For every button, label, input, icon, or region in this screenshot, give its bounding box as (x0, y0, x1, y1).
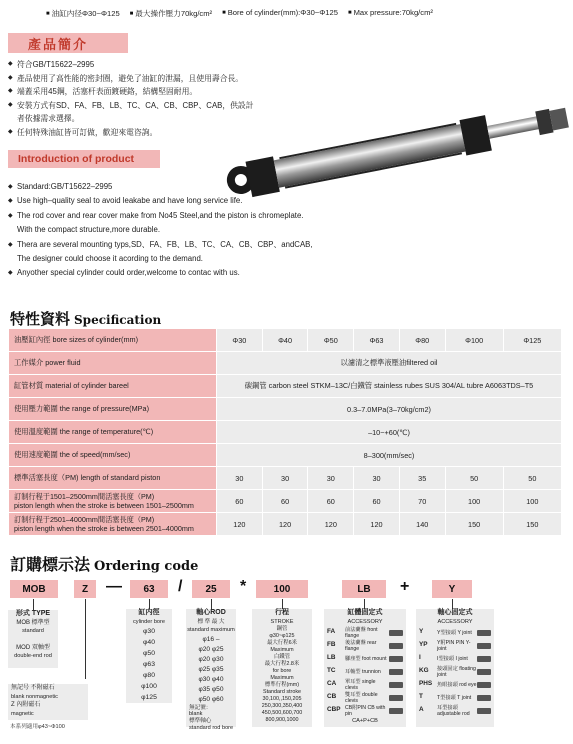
joint-icon (477, 682, 491, 688)
joint-icon (477, 656, 491, 662)
list-item: ◆ 端蓋采用45鋼，活塞杆表面鍍硬鉻，結構堅固耐用。 (8, 85, 288, 99)
intro-cn-title: 產品簡介 (8, 33, 128, 53)
ordering-title (10, 552, 198, 575)
accessory-code: FB (327, 641, 336, 649)
spec-table (8, 328, 562, 536)
row-label (9, 490, 217, 513)
code-separator: — (106, 578, 122, 595)
row-label: 油壓缸內徑 bore sizes of cylinder(mm) (9, 329, 217, 352)
panel-heading: 缸内徑 (138, 609, 160, 616)
ordering-title-cn: 訂購標示法 (10, 555, 91, 574)
panel-line: double-end rod (14, 653, 52, 660)
panel-heading: 軸心ROD (196, 609, 226, 616)
list-item: φ30 φ40 (198, 675, 224, 683)
joint-icon (477, 643, 491, 649)
accessory-desc: I型接頭 I joint (437, 655, 468, 662)
panel-line: 無記號： (189, 704, 212, 711)
list-item: With the compact structure,more durable. (17, 225, 161, 235)
spec-title-cn: 特性資料 (10, 310, 71, 328)
panel-line: Maximum (270, 647, 294, 654)
table-cell: 35 (399, 467, 445, 490)
row-label: 使用溫度範圍 the range of temperature(℃) (9, 421, 217, 444)
row-label: 使用壓力範圍 the range of pressure(MPa) (9, 398, 217, 421)
strip-item: ■ Max pressure:70kg/cm² (348, 8, 433, 19)
table-cell: Φ50 (308, 329, 354, 352)
list-item: ◆ 任何特殊油缸皆可訂做，歡迎來電咨詢。 (8, 126, 288, 140)
table-cell: 150 (445, 513, 503, 536)
row-label-line: 訂制行程于1501–2500mm間活塞長度（PM) (14, 492, 155, 501)
strip-item: ■ Bore of cylinder(mm):Φ30~Φ125 (222, 8, 338, 19)
accessory-row (419, 678, 491, 691)
accessory-desc: 耳型接頭 adjustable rod (437, 704, 470, 717)
table-cell: Φ100 (445, 329, 503, 352)
accessory-desc: 雙耳型 double clevis (345, 691, 378, 704)
panel-line: φ30~φ125 (269, 633, 295, 640)
panel-heading: 缸體固定式 (347, 609, 383, 616)
stroke-panel (252, 609, 312, 727)
code-type: MOB (10, 580, 58, 598)
row-label (9, 513, 217, 536)
list-item: φ20 φ25 (198, 645, 224, 653)
table-cell: 150 (503, 513, 561, 536)
accessory-footnote: CA+P+CB (352, 718, 378, 725)
accessory-desc: CB附PIN CB with pin (345, 704, 386, 717)
mount-icon (389, 643, 403, 649)
accessory-code: I (419, 654, 421, 662)
table-cell: 120 (217, 513, 263, 536)
table-cell: 以濾清之標準液壓油filtered oil (217, 352, 562, 375)
list-item: ◆ Anyother special cylinder could order,welcome to contac with us. (8, 266, 428, 280)
accessory-panel (324, 609, 406, 727)
table-cell: 60 (308, 490, 354, 513)
panel-line: 無記号 不附磁石 (11, 685, 55, 691)
panel-sub: standard maximum (187, 627, 235, 634)
panel-line: MOD 双軸型 (16, 644, 50, 651)
list-item: ◆ Use high–quality seal to avoid leakabe and have long service life. (8, 194, 428, 208)
accessory-code: CA (327, 680, 337, 688)
panel-heading: 形式 TYPE (15, 610, 51, 617)
accessory-row (327, 678, 403, 691)
panel-sub: cylinder bore (132, 618, 166, 625)
feature-strip (46, 8, 433, 19)
table-cell: Φ80 (399, 329, 445, 352)
connector-line (85, 599, 86, 679)
accessory-code: YP (419, 641, 428, 649)
mount-icon (389, 708, 403, 714)
accessory-desc: 腳座型 foot mount (345, 655, 387, 662)
panel-line: Z 內附磁石 (11, 702, 41, 709)
table-row (9, 398, 562, 421)
ordering-title-en: Ordering code (94, 559, 199, 574)
table-cell: 100 (445, 490, 503, 513)
panel-line: 鋼管 (276, 626, 288, 633)
intro-en-title: Introduction of product (8, 150, 160, 168)
list-item: The designer could choose it acording to the demand. (17, 254, 203, 264)
bore-panel (126, 609, 172, 703)
panel-line: blank (189, 711, 203, 718)
row-label: 標準活塞長度（PM) length of standard piston (9, 467, 217, 490)
accessory-row (327, 652, 403, 665)
list-item: ◆ Standard:GB/T15622–2995 (8, 180, 428, 194)
accessory-row (419, 626, 491, 639)
list-item: φ20 φ30 (198, 655, 224, 663)
list-item: φ25 φ35 (198, 665, 224, 673)
panel-line: 標準軸心 (189, 717, 212, 724)
panel-line: 最大行程6米 (267, 640, 297, 647)
panel-line: 標準行程(mm) (264, 682, 300, 689)
table-row (9, 444, 562, 467)
table-cell: Φ30 (217, 329, 263, 352)
top-strip (0, 0, 573, 24)
table-cell: 120 (262, 513, 308, 536)
accessory-desc: 前法蘭盤 front flange (345, 626, 378, 639)
accessory-code: CB (327, 693, 337, 701)
code-rod: 25 (192, 580, 230, 598)
connector-line (33, 599, 34, 610)
connector-line (149, 599, 150, 609)
joint-icon (477, 708, 491, 714)
panel-sub: ACCESSORY (437, 618, 473, 625)
panel-line: for bore (272, 668, 292, 675)
list-item: 者依據需求選擇。 (17, 114, 80, 123)
table-cell: 120 (308, 513, 354, 536)
accessory-code: LB (327, 654, 336, 662)
accessory-code: TC (327, 667, 336, 675)
list-item: φ100 (141, 683, 157, 691)
accessory-code: CBP (327, 706, 341, 714)
table-cell: 0.3–7.0MPa(3–70kg/cm2) (217, 398, 562, 421)
accessory-row (419, 639, 491, 652)
table-row (9, 352, 562, 375)
table-row (9, 490, 562, 513)
spec-title-en: Specification (74, 313, 162, 327)
table-cell: 100 (503, 490, 561, 513)
table-cell: Φ40 (262, 329, 308, 352)
ordering-code-row (8, 580, 568, 600)
accessory-row (327, 704, 403, 717)
mount-icon (389, 630, 403, 636)
accessory-row (327, 639, 403, 652)
list-item: ◆ Thera are several mounting typs,SD、FA、FB、LB、TC、CA、CB、CBP、andCAB, (8, 238, 428, 252)
row-label-line: 訂制行程于2501–4000mm間活塞長度（PM) (14, 515, 155, 524)
connector-line (452, 599, 453, 609)
list-item: φ80 (143, 672, 155, 680)
table-cell: 8–300(mm/sec) (217, 444, 562, 467)
accessory-code: KG (419, 667, 429, 675)
table-cell: 50 (503, 467, 561, 490)
panel-sub: ACCESSORY (347, 618, 383, 625)
accessory-code: PHS (419, 680, 433, 688)
table-cell: 60 (262, 490, 308, 513)
table-cell: Φ63 (354, 329, 400, 352)
spec-title (10, 308, 161, 329)
magnet-note: 本系列適用φ43~Φ100 (10, 724, 65, 730)
code-separator: / (178, 578, 183, 595)
table-row (9, 513, 562, 536)
table-cell: 70 (399, 490, 445, 513)
accessory-row (327, 691, 403, 704)
list-item: φ125 (141, 694, 157, 702)
table-cell: 60 (354, 490, 400, 513)
rod-panel (186, 609, 236, 731)
row-label: 工作媒介 power fluid (9, 352, 217, 375)
panel-line: 30,100,,150,205 (262, 696, 302, 703)
accessory-row (327, 626, 403, 639)
code-accessory: LB (342, 580, 386, 598)
row-label-line: piston length when the stroke is between 1501–2500mm (14, 501, 194, 510)
mount-icon (389, 682, 403, 688)
accessory-row (419, 665, 491, 678)
bore-list (126, 626, 172, 703)
list-item: ◆ 產品使用了高性能的密封圈，避免了油缸的泄漏，且使用壽合長。 (8, 72, 288, 86)
accessory-row (419, 652, 491, 665)
table-cell: 120 (354, 513, 400, 536)
panel-line: MOB 標準型 (16, 619, 50, 626)
type-panel (8, 610, 58, 668)
accessory-desc: 後法蘭盤 rear flange (345, 639, 377, 652)
code-rod-accessory: Y (432, 580, 472, 598)
table-cell: 30 (262, 467, 308, 490)
joint-icon (477, 630, 491, 636)
connector-line (211, 599, 212, 609)
accessory-code: A (419, 706, 424, 714)
list-item: ◆ 安裝方式有SD、FA、FB、LB、TC、CA、CB、CBP、CAB，供設計 (8, 99, 288, 113)
list-item: φ40 (143, 639, 155, 647)
joint-icon (477, 695, 491, 701)
rod-accessory-panel (416, 609, 494, 727)
mount-icon (389, 695, 403, 701)
table-cell: 60 (217, 490, 263, 513)
row-label-line: piston length when the stroke is between 2501–4000mm (14, 524, 194, 533)
accessory-desc: T型接頭 T joint (437, 694, 472, 701)
panel-sub: 標 準 最 大 (197, 618, 225, 625)
intro-en-list (8, 180, 428, 281)
accessory-desc: Y型接頭 Y joint (437, 629, 472, 636)
row-label: 缸管材質 material of cylinder bareel (9, 375, 217, 398)
list-item: ◆ The rod cover and rear cover make from No45 Steel,and the piston is chromeplate. (8, 209, 428, 223)
table-cell: 50 (445, 467, 503, 490)
code-stroke: 100 (256, 580, 308, 598)
panel-line: blank nonmagnetic (11, 693, 58, 700)
accessory-row (419, 704, 491, 717)
panel-sub: STROKE (270, 618, 294, 625)
rod-list (186, 635, 236, 705)
list-item: φ35 φ50 (198, 685, 224, 693)
code-separator: * (240, 578, 247, 595)
accessory-row (419, 691, 491, 704)
accessory-code: Y (419, 628, 424, 636)
accessory-desc: 耳軸型 trunnion (345, 668, 381, 675)
connector-line (282, 599, 283, 609)
code-magnet: Z (74, 580, 96, 598)
accessory-code: T (419, 693, 423, 701)
code-bore: 63 (130, 580, 168, 598)
connector-line (364, 599, 365, 609)
panel-line: magnetic (11, 710, 34, 717)
code-separator: + (400, 578, 410, 595)
list-item: ◆ 符合GB/T15622–2995 (8, 58, 288, 72)
table-row (9, 375, 562, 398)
list-item: φ30 (143, 628, 155, 636)
strip-item: ■ 最大操作壓力70kg/cm² (130, 8, 212, 19)
panel-line: 800,900,1000 (265, 717, 299, 724)
table-cell: –10~+60(℃) (217, 421, 562, 444)
stroke-lines (252, 626, 312, 724)
panel-line: 白鐵管 (273, 654, 291, 661)
joint-icon (477, 669, 491, 675)
mount-icon (389, 669, 403, 675)
table-cell: 30 (308, 467, 354, 490)
list-item: φ50 φ60 (198, 695, 224, 703)
table-cell: 30 (217, 467, 263, 490)
panel-line: 最大行程2.8米 (264, 661, 300, 668)
magnet-panel (8, 684, 88, 720)
panel-line: standard rod bore (189, 724, 234, 731)
accessory-desc: 單耳型 single clevis (345, 678, 376, 691)
list-item: φ50 (143, 650, 155, 658)
accessory-desc: 魚眼接頭 rod eye (437, 681, 477, 688)
accessory-desc: 接頭固定 floating joint (437, 665, 476, 678)
table-cell: Φ125 (503, 329, 561, 352)
panel-heading: 行程 (275, 609, 289, 616)
panel-line: standard (22, 628, 44, 635)
panel-line: Standard stroke (262, 689, 302, 696)
table-row (9, 421, 562, 444)
rod-footnote (186, 705, 236, 731)
table-row (9, 329, 562, 352)
list-item: φ16 – (202, 635, 220, 643)
panel-line: Maximum (270, 675, 294, 682)
strip-item: ■ 油缸内径Φ30~Φ125 (46, 8, 120, 19)
table-row (9, 467, 562, 490)
table-cell: 140 (399, 513, 445, 536)
table-cell: 碳鋼管 carbon steel STKM–13C/白鐵管 stainless rubes SUS 304/AL tubre A6063TDS–T5 (217, 375, 562, 398)
panel-line: 250,300,350,400 (261, 703, 303, 710)
table-cell: 30 (354, 467, 400, 490)
panel-line: 450,500,600,700 (261, 710, 303, 717)
accessory-code: FA (327, 628, 336, 636)
list-item: φ63 (143, 661, 155, 669)
row-label: 使用速度範圍 the of speed(mm/sec) (9, 444, 217, 467)
accessory-desc: Y附PIN PIN Y-joint (437, 639, 471, 652)
panel-heading: 軸心固定式 (437, 609, 473, 616)
mount-icon (389, 656, 403, 662)
accessory-row (327, 665, 403, 678)
